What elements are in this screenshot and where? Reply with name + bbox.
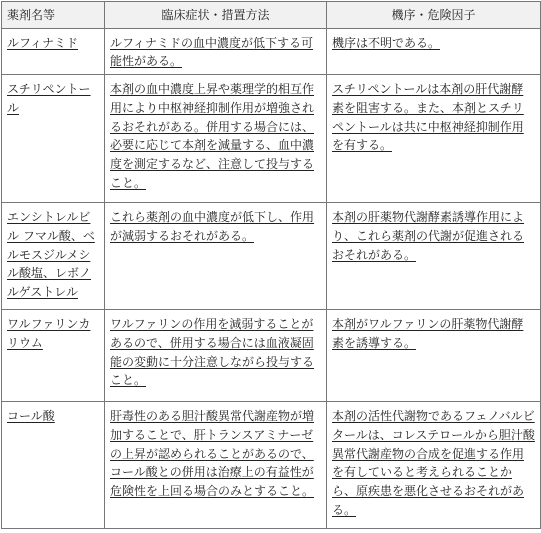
table-row [2,310,541,402]
mechanism-text: 本剤がワルファリンの肝薬物代謝酵素を誘導する。 [332,317,524,350]
mechanism-cell [327,75,541,203]
header-mechanism: 機序・危険因子 [327,2,541,29]
interaction-table [1,1,541,529]
table-row [2,28,541,74]
symptoms-text: ワルファリンの作用を減弱することがあるので、併用する場合には血液凝固能の変動に十分注意しながら投与すること。 [110,317,315,388]
drug-name-cell [2,28,105,74]
drug-name: エンシトレルビル フマル酸、ベルモスジルメシル酸塩、レボノルゲストレル [7,210,95,299]
symptoms-cell [105,28,327,74]
symptoms-cell [105,203,327,310]
header-drug-name: 薬剤名等 [2,2,105,29]
table-row [2,203,541,310]
table-row [2,402,541,529]
mechanism-text: 機序は不明である。 [332,35,441,50]
drug-name-cell [2,402,105,529]
drug-name-cell [2,203,105,310]
mechanism-cell [327,28,541,74]
drug-name: コール酸 [7,409,55,424]
symptoms-text: 肝毒性のある胆汁酸異常代謝産物が増加することで、肝トランスアミナーゼの上昇が認められることがあるので、コール酸との併用は治療上の有益性が危険性を上回る場合のみとすること。 [110,409,315,498]
mechanism-text: 本剤の肝薬物代謝酵素誘導作用により、これら薬剤の代謝が促進されるおそれがある。 [332,210,525,262]
mechanism-cell [327,310,541,402]
table-row [2,75,541,203]
drug-name: スチリペントール [7,82,91,115]
drug-name-cell [2,75,105,203]
symptoms-text: 本剤の血中濃度上昇や薬理学的相互作用により中枢神経抑制作用が増強されるおそれがある。併用する場合には、必要に応じて本剤を減量する、血中濃度を測定するなど、注意して投与すること。 [110,82,315,190]
mechanism-text: 本剤の活性代謝物であるフェノバルビタールは、コレステロールから胆汁酸異常代謝産物の合成を促進する作用を有していると考えられることから、原疾患を悪化させるおそれがある。 [332,409,535,517]
symptoms-text: これら薬剤の血中濃度が低下し、作用が減弱するおそれがある。 [110,210,315,243]
symptoms-cell [105,75,327,203]
mechanism-text: スチリペントールは本剤の肝代謝酵素を阻害する。また、本剤とスチリペントールは共に中枢神経抑制作用を有する。 [332,82,524,153]
drug-name: ルフィナミド [7,35,79,50]
drug-name-cell [2,310,105,402]
symptoms-cell [105,402,327,529]
symptoms-cell [105,310,327,402]
header-row [2,2,541,29]
drug-name: ワルファリンカリウム [7,317,91,350]
mechanism-cell [327,203,541,310]
mechanism-cell [327,402,541,529]
symptoms-text: ルフィナミドの血中濃度が低下する可能性がある。 [110,35,314,69]
header-symptoms: 臨床症状・措置方法 [105,2,327,29]
